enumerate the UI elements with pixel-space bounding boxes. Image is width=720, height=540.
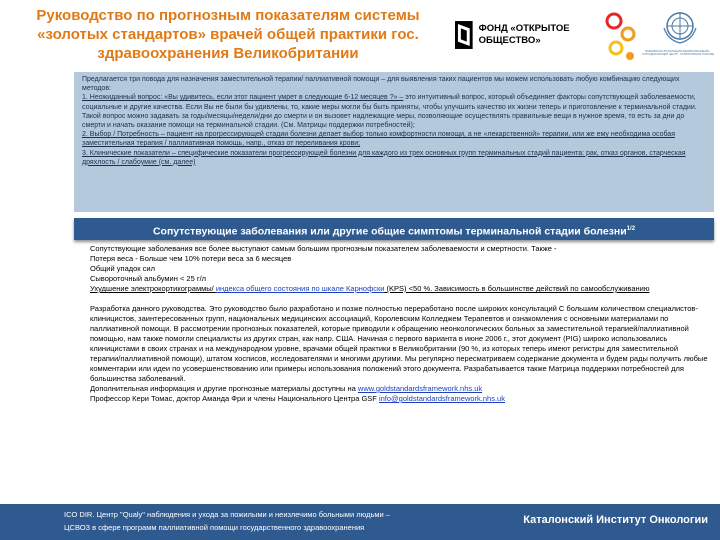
symptoms-block (90, 244, 710, 294)
section-heading (74, 218, 714, 240)
development-text: Разработка данного руководства. Это руководство было разработано и позже полностью переработано после широких консультаций С большим количеством специалистов-клиницистов, заинтересованных групп, национальных медицинских ассоциаций, Королевским Колледжем Терапевтов и ознакомления с основными материалами по паллиативной помощи. В рассмотрении прогнозных показателей, которые приводили к обращению неонкологических больных за заместительной терапией/паллиативной помощью, нам также помогли специалисты из других стран, как напр. США. Начиная с первого варианта в июне 2006 г., этот документ (PIG) широко использовались клиницистами в своих странах и на международном уровне, врачами общей практики в Великобритании (90 %, из которых теперь имеют регистры для заместительной терапии/паллиативной помощи), штатом хосписов, исследователями и многими другими. Мы регулярно пересматриваем содержание документа и будем рады получить любые комментарии или идеи по усовершенствованию или примеры использования положений этого документа. Разрабатывается также Матрица поддержки потребностей для большинства заболеваний. (90, 304, 708, 383)
symptom-item-last (90, 284, 710, 294)
intro-item-2-label: 2. Выбор / Потребность (82, 131, 159, 139)
intro-item-1 (82, 93, 706, 130)
open-society-logo (455, 14, 593, 56)
intro-item-3 (82, 149, 706, 167)
footer-left (64, 508, 504, 534)
footer-institute: Каталонский Институт Онкологии (523, 514, 708, 526)
body-text (90, 244, 710, 404)
gsf-website-link[interactable]: www.goldstandardsframework.nhs.uk (357, 384, 483, 393)
circles-logo-icon (604, 12, 640, 62)
footer-line-1: ICO DIR. Центр "Qualy" наблюдения и ухода за пожилыми и неизлечимо больными людьми – (64, 510, 390, 519)
who-caption: ВСЕМИРНАЯ ОРГАНИЗАЦИЯ ЗДРАВООХРАНЕНИЯ · СОТРУДНИЧАЮЩИЙ ЦЕНТР · ПАЛЛИАТИВНАЯ ПОМОЩЬ (641, 50, 715, 57)
intro-box (74, 72, 714, 212)
more-info-line (90, 384, 710, 394)
footer-line-2: ЦСВОЗ в сфере программ паллиативной помощи государственного здравоохранения (64, 523, 365, 532)
symptom-last-a: Ухудшение электрокортикограммы/ (90, 284, 216, 293)
intro-item-2 (82, 130, 706, 148)
intro-item-1-label: 1. Неожиданный вопрос: «Вы удивитесь, если этот пациент умрет в следующие 6-12 месяцев ?» – (82, 94, 404, 102)
org-name: ФОНД «ОТКРЫТОЕ ОБЩЕСТВО» (478, 23, 570, 46)
intro-item-1-text: это интуитивный вопрос, который объединяет факторы сопутствующей заболеваемости, социальные и другие качества. Если Вы не были бы удивлены, то, какие меры могли бы быть приняты, чтобы улучшить качество их жизни теперь и приготовление к терминальной стадии. Такой вопрос можно задавать за годы/месяцы/недели/дни до смерти и он вызовет надлежащие меры, позволяющие осуществлять правильные вещи в нужное время, то есть за дни до смерти и начать оказание помощи на терминальной стадии. (См. Матрицы поддержки потребностей); (82, 94, 697, 130)
symptom-last-b: (KPS) <50 %. Зависимость в большинстве действий по самообслуживанию (384, 284, 650, 293)
credit-text: Профессор Кери Томас, доктор Аманда Фри и члены Национального Центра GSF (90, 394, 379, 403)
intro-lead: Предлагается три повода для назначения заместительной терапии/ паллиативной помощи – для выявления таких пациентов мы можем использовать любую комбинацию следующих методов: (82, 76, 680, 93)
symptom-item: Потеря веса - Больше чем 10% потери веса за 6 месяцев (90, 254, 292, 263)
symptom-item: Сывороточный альбумин < 25 г/л (90, 274, 207, 283)
page-title: Руководство по прогнозным показателям системы «золотых стандартов» врачей общей практики гос. здравоохранения Великобритании (36, 7, 420, 62)
open-society-mark-icon (455, 16, 473, 54)
more-info-text: Дополнительная информация и другие прогнозные материалы доступны на (90, 384, 358, 393)
who-emblem-icon (660, 8, 700, 46)
karnofsky-link[interactable]: индекса общего состояния по шкале Карнофски (215, 284, 385, 293)
section-sup: 1/2 (626, 226, 636, 232)
intro-item-3-text: – специфические показатели прогрессирующей болезни для каждого из трех основных групп терминальных стадий пациента: рак, отказ органов, старческая дряхлость / слабоумие (см. далее) (82, 149, 686, 166)
symptoms-lead: Сопутствующие заболевания все более выступают самым большим прогнозным показателем заболеваемости и смертности. Также - (90, 244, 557, 253)
footer (0, 504, 720, 540)
who-logo (648, 8, 712, 74)
section-title: Сопутствующие заболевания или другие общие симптомы терминальной стадии болезни (152, 225, 627, 238)
symptom-item: Общий упадок сил (90, 264, 155, 273)
development-block (90, 304, 710, 404)
intro-item-2-text: – пациент на прогрессирующей стадии болезни делает выбор только комфортности помощи, а не «лекарственной» терапии, или же ему необходима особая заместительная терапия / паллиативная помощь, напр., отказ от переливания крови; (82, 131, 675, 148)
credit-line (90, 394, 710, 404)
intro-item-3-label: 3. Клинические показатели (82, 149, 170, 157)
gsf-email-link[interactable]: info@goldstandardsframework.nhs.uk (378, 394, 505, 403)
